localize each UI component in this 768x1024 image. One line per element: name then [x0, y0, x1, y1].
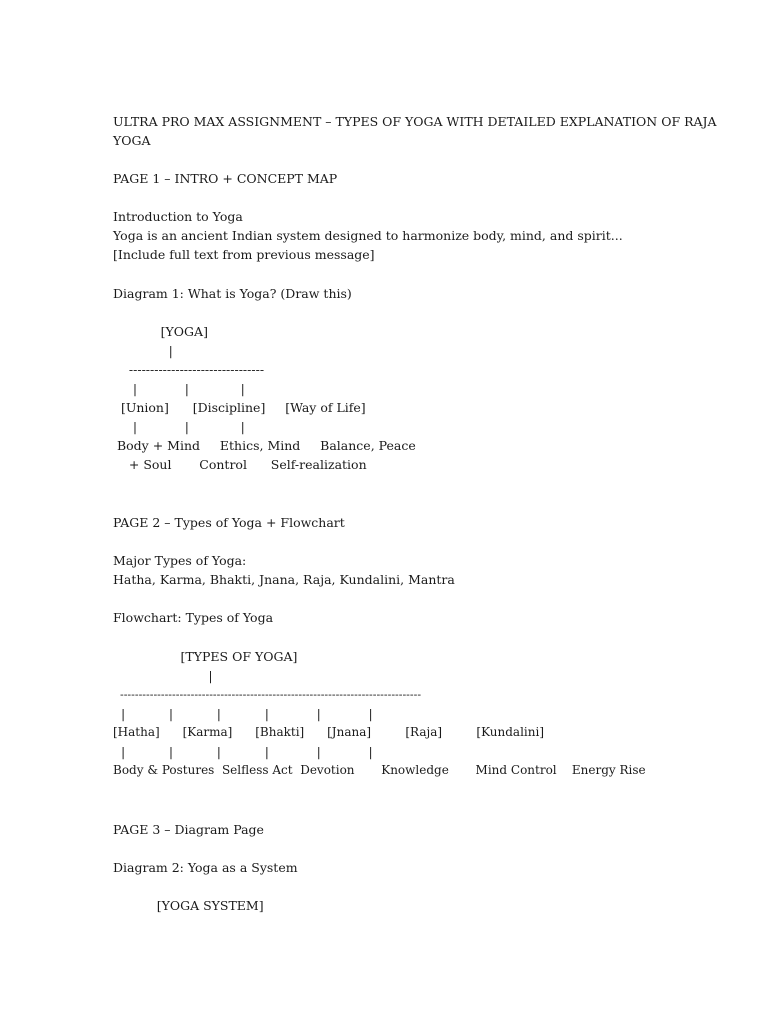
flowchart-line: Body & Postures Selfless Act Devotion Knowledge Mind Control Energy Rise [113, 763, 646, 777]
flowchart-line: | | | | | | [113, 744, 373, 759]
page3-heading: PAGE 3 – Diagram Page [113, 822, 264, 837]
diagram1-heading: Diagram 1: What is Yoga? (Draw this) [113, 286, 352, 301]
document-title-line-1: ULTRA PRO MAX ASSIGNMENT – TYPES OF YOGA WITH DETAILED EXPLANATION OF RAJA [113, 114, 717, 129]
diagram1-line: + Soul Control Self-realization [113, 457, 367, 472]
flowchart-line: [Hatha] [Karma] [Bhakti] [Jnana] [Raja] [Kundalini] [113, 725, 544, 739]
intro-heading: Introduction to Yoga [113, 209, 243, 224]
types-heading: Major Types of Yoga: [113, 553, 247, 568]
types-list: Hatha, Karma, Bhakti, Jnana, Raja, Kundalini, Mantra [113, 572, 455, 587]
diagram1-line: | | | [113, 419, 245, 434]
intro-text: Yoga is an ancient Indian system designed to harmonize body, mind, and spirit... [113, 228, 623, 243]
document-title-line-2: YOGA [113, 133, 151, 148]
flowchart-line: --------------------------------------------------------------------------------- [113, 688, 422, 701]
page1-heading: PAGE 1 – INTRO + CONCEPT MAP [113, 171, 338, 186]
diagram1-line: | | | [113, 381, 245, 396]
flowchart-line: | [113, 668, 213, 683]
page2-heading: PAGE 2 – Types of Yoga + Flowchart [113, 515, 345, 530]
diagram1-line: [YOGA] [113, 324, 208, 339]
flowchart-line: [TYPES OF YOGA] [113, 649, 298, 664]
diagram1-line: -------------------------------- [113, 362, 265, 377]
diagram2-heading: Diagram 2: Yoga as a System [113, 860, 298, 875]
flowchart-heading: Flowchart: Types of Yoga [113, 610, 274, 625]
diagram1-line: Body + Mind Ethics, Mind Balance, Peace [113, 438, 416, 453]
flowchart-line: | | | | | | [113, 706, 373, 721]
diagram1-line: | [113, 343, 173, 358]
diagram2-line: [YOGA SYSTEM] [113, 898, 264, 913]
diagram1-line: [Union] [Discipline] [Way of Life] [113, 400, 366, 415]
intro-note: [Include full text from previous message] [113, 247, 375, 262]
